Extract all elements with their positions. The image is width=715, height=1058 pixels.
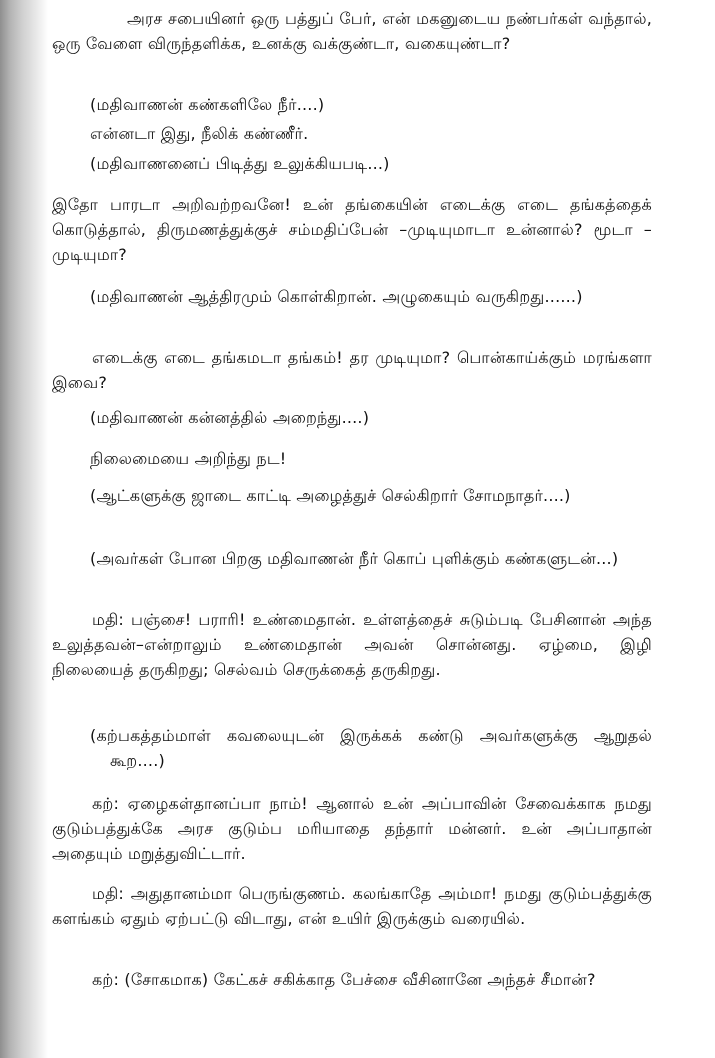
stage-direction-4: (மதிவாணன் கன்னத்தில் அறைந்து....) <box>90 408 370 427</box>
paragraph-3: இதோ பாரடா அறிவற்றவனே! உன் தங்கையின் எடைக்கு எடை தங்கத்தைக் கொடுத்தால், திருமணத்துக்குச் சம்மதிப்பேன் –முடியுமாடா உன்னால்? மூடா – முடியுமா? <box>52 195 652 264</box>
paragraph-2: என்னடா இது, நீலிக் கண்ணீர். <box>90 124 309 143</box>
paragraph-1: அரச சபையினர் ஒரு பத்துப் பேர், என் மகனுடைய நண்பர்கள் வந்தால், ஒரு வேளை விருந்தளிக்க, உனக்கு வக்குண்டா, வகையுண்டா? <box>52 9 652 53</box>
paragraph-5: நிலைமையை அறிந்து நட! <box>90 449 287 468</box>
stage-direction-2: (மதிவாணனைப் பிடித்து உலுக்கியபடி...) <box>90 154 390 173</box>
stage-direction-6: (அவர்கள் போன பிறகு மதிவாணன் நீர் கொப் புளிக்கும் கண்களுடன்...) <box>90 549 619 568</box>
dialogue-mathi-2: மதி: அதுதானம்மா பெருங்குணம். கலங்காதே அம்மா! நமது குடும்பத்துக்கு களங்கம் ஏதும் ஏற்பட்டு விடாது, என் உயிர் இருக்கும் வரையில். <box>52 884 652 928</box>
page-binding-shadow <box>0 0 48 1058</box>
stage-direction-1: (மதிவாணன் கண்களிலே நீர்....) <box>90 95 325 114</box>
stage-direction-3: (மதிவாணன் ஆத்திரமும் கொள்கிறான். அழுகையும் வருகிறது......) <box>90 287 583 306</box>
stage-direction-7: (கற்பகத்தம்மாள் கவலையுடன் இருக்கக் கண்டு அவர்களுக்கு ஆறுதல் கூற....) <box>90 726 652 770</box>
paragraph-4: எடைக்கு எடை தங்கமடா தங்கம்! தர முடியுமா? பொன்காய்க்கும் மரங்களா இவை? <box>52 348 652 392</box>
stage-direction-5: (ஆட்களுக்கு ஜாடை காட்டி அழைத்துச் செல்கிறார் சோமநாதர்....) <box>90 486 571 505</box>
dialogue-karpagam-2: கற்: (சோகமாக) கேட்கச் சகிக்காத பேச்சை வீசினானே அந்தச் சீமான்? <box>92 970 596 989</box>
dialogue-karpagam-1: கற்: ஏழைகள்தானப்பா நாம்! ஆனால் உன் அப்பாவின் சேவைக்காக நமது குடும்பத்துக்கே அரச குடும்ப மரியாதை தந்தார் மன்னர். உன் அப்பாதான் அதையும் மறுத்துவிட்டார். <box>52 794 652 863</box>
book-page <box>52 0 662 1058</box>
dialogue-mathi-1: மதி: பஞ்சை! பராரி! உண்மைதான். உள்ளத்தைச் சுடும்படி பேசினான் அந்த உலுத்தவன்–என்றாலும் உண்மைதான் அவன் சொன்னது. ஏழ்மை, இழி நிலையைத் தருகிறது; செல்வம் செருக்கைத் தருகிறது. <box>52 610 652 679</box>
